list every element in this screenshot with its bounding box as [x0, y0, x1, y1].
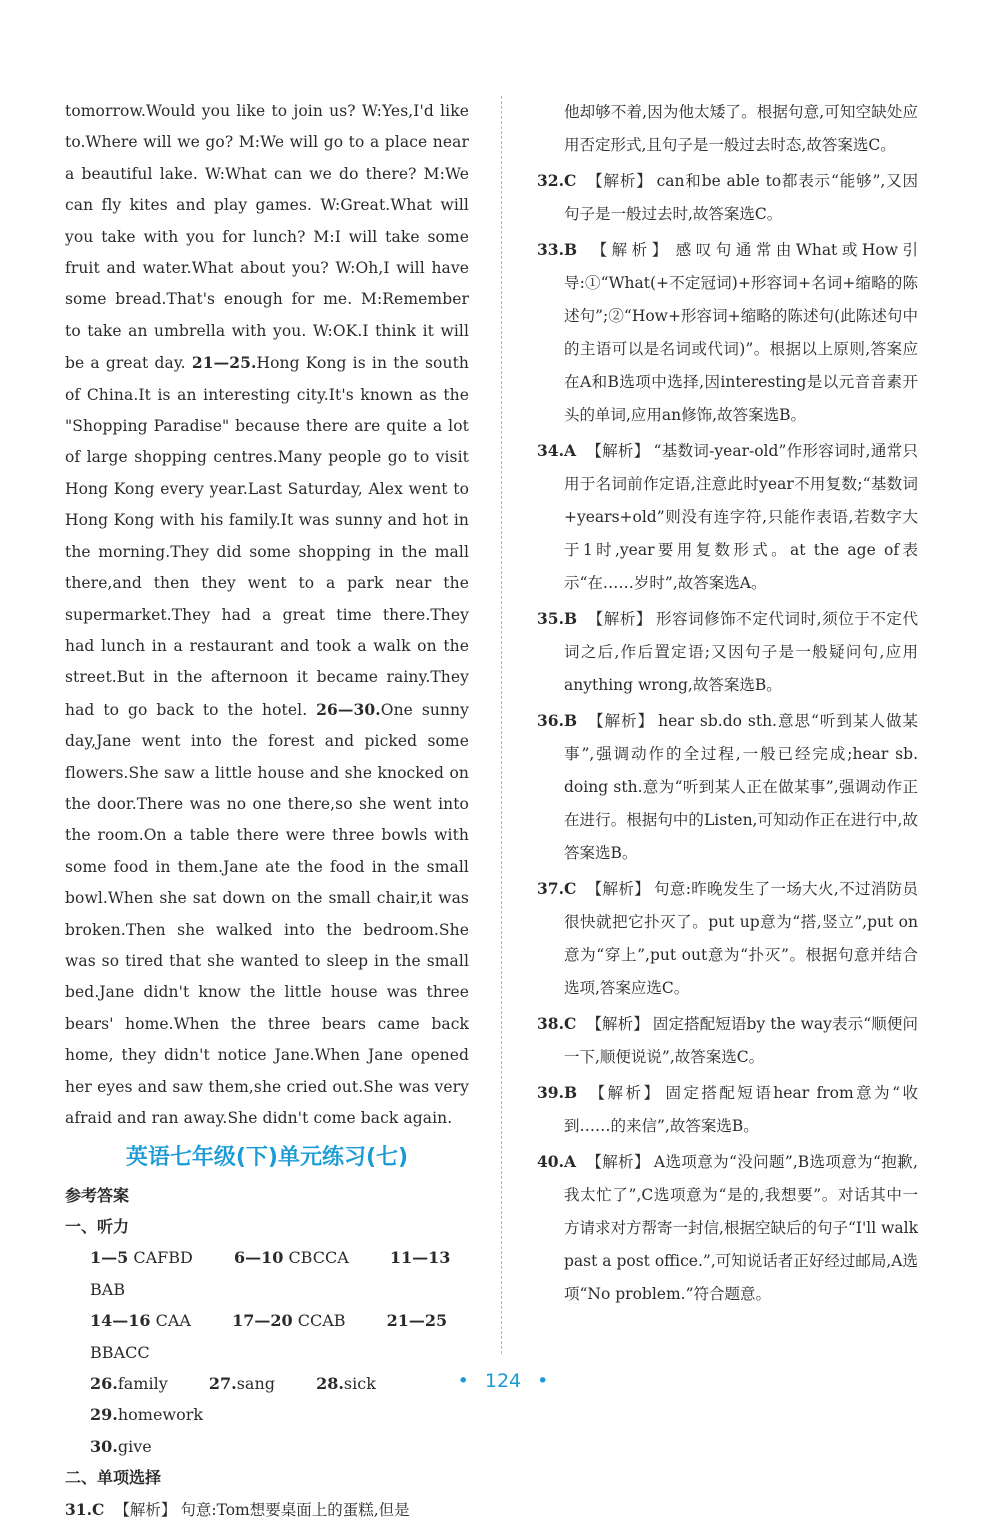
question-item	[537, 1076, 918, 1143]
question-item	[537, 704, 918, 870]
listening-answers-row	[65, 1305, 469, 1368]
analysis-text: 固定搭配短语by the way表示“顺便问一下,顺便说说”,故答案选C。	[564, 1015, 918, 1066]
analysis-text: A选项意为“没问题”,B选项意为“抱歉,我太忙了”,C选项意为“是的,我想要”。对话其中一方请求对方帮寄一封信,根据空缺后的句子“I'll walk past a post office.”,可知说话者正好经过邮局,A选项“No problem.”符合题意。	[564, 1153, 918, 1303]
analysis-tag: 【解析】	[587, 241, 672, 259]
single-choice-heading: 二、单项选择	[65, 1468, 162, 1488]
answer-group: 17—20 CCAB	[232, 1311, 346, 1331]
question-number: 35.	[537, 609, 564, 628]
question-31	[65, 1493, 469, 1527]
analysis-text: 句意:Tom想要桌面上的蛋糕,但是	[180, 1501, 410, 1520]
answer-group: 28.sick	[316, 1374, 376, 1394]
question-answer: B	[564, 609, 578, 628]
range-label: 26—30.	[316, 699, 381, 719]
reference-answers-heading: 参考答案	[65, 1186, 130, 1206]
question-item	[537, 602, 918, 702]
listening-answers-row	[65, 1242, 469, 1305]
question-number: 32.	[537, 171, 564, 190]
analysis-tag: 【解析】	[586, 442, 650, 460]
right-column	[537, 96, 918, 1313]
analysis-text: 形容词修饰不定代词时,须位于不定代词之后,作后置定语;又因句子是一般疑问句,应用anything wrong,故答案选B。	[564, 610, 918, 694]
listening-heading: 一、听力	[65, 1217, 130, 1237]
question-answer: A	[564, 441, 577, 460]
answer-group: 6—10 CBCCA	[233, 1248, 349, 1268]
question-item	[537, 872, 918, 1005]
question-31-continued: 他却够不着,因为他太矮了。根据句意,可知空缺处应用否定形式,且句子是一般过去时态,故答案选C。	[564, 103, 918, 154]
question-number: 38.	[537, 1014, 564, 1033]
column-divider	[501, 96, 502, 1354]
question-answer: C	[564, 171, 577, 190]
analysis-tag: 【解析】	[114, 1501, 177, 1520]
answer-group: 21—25 BBACC	[90, 1311, 448, 1362]
question-number: 33.	[537, 240, 564, 259]
answer-group: 27.sang	[208, 1374, 275, 1394]
analysis-text: “基数词-year-old”作形容词时,通常只用于名词前作定语,注意此时year不用复数;“基数词+years+old”则没有连字符,只能作表语,若数字大于1时,year要用复数形式。at the age of表示“在……岁时”,故答案选A。	[564, 442, 918, 592]
analysis-text: 感叹句通常由What或How引导:①“What(+不定冠词)+形容词+名词+缩略的陈述句”;②“How+形容词+缩略的陈述句(此陈述句中的主语可以是名词或代词)”。根据以上原则,答案应在A和B选项中选择,因interesting是以元音音素开头的单词,应用an修饰,故答案选B。	[564, 241, 918, 424]
question-number: 40.	[537, 1152, 564, 1171]
answer-group: 14—16 CAA	[90, 1311, 191, 1331]
listening-script-passage	[65, 96, 469, 1134]
question-number: 34.	[537, 441, 564, 460]
analysis-tag: 【解析】	[587, 1084, 662, 1102]
question-answer: C	[564, 1014, 577, 1033]
question-answer: B	[564, 240, 578, 259]
analysis-tag: 【解析】	[586, 880, 651, 898]
question-item	[537, 1007, 918, 1074]
analysis-tag: 【解析】	[587, 712, 655, 730]
question-answer: B	[564, 711, 578, 730]
passage-text: Hong Kong is in the south of China.It is an interesting city.It's known as the "Shopping Paradise" because there are quite a lot of large shopping centres.Many people go to visit Hong Kong every year.Last Saturday, Alex went to Hong Kong with his family.It was sunny and hot in the morning.They did some shopping in the mall there,and then they went to a park near the supermarket.They had a great time there.They had lunch in a restaurant and took a walk on the street.But in the afternoon it became rainy.They had to go back to the hotel.	[65, 354, 469, 719]
passage-text: tomorrow.Would you like to join us? W:Yes,I'd like to.Where will we go? M:We will go to a place near a beautiful lake. W:What can we do there? M:We can fly kites and play games. W:Great.What will you take with you for lunch? M:I will take some fruit and water.What about you? W:Oh,I will have some bread.That's enough for me. M:Remember to take an umbrella with you. W:OK.I think it will be a great day.	[65, 102, 469, 373]
listening-answers-row	[65, 1431, 469, 1462]
passage-text: One sunny day,Jane went into the forest and picked some flowers.She saw a little house and she knocked on the door.There was no one there,so she went into the room.On a table there were three bowls with some food in them.Jane ate the food in the small bowl.When she sat down on the small chair,it was broken.Then she walked into the bedroom.She was so tired that she wanted to sleep in the small bed.Jane didn't know the little house was three bears' home.When the three bears came back home, they didn't notice Jane.When Jane opened her eyes and saw them,she cried out.She was very afraid and ran away.She didn't come back again.	[65, 700, 469, 1127]
question-item	[537, 233, 918, 432]
page-footer	[0, 1370, 1006, 1392]
answer-group: 30.give	[90, 1436, 152, 1456]
footer-dot: •	[537, 1370, 549, 1392]
question-number: 39.	[537, 1083, 564, 1102]
answer-group: 1—5 CAFBD	[90, 1248, 193, 1268]
question-item	[537, 1145, 918, 1311]
question-number: 37.	[537, 879, 564, 898]
question-answer: C	[92, 1500, 105, 1520]
page-number: 124	[484, 1370, 522, 1392]
question-answer: C	[564, 879, 577, 898]
question-number: 31.	[65, 1500, 92, 1520]
analysis-text: hear sb.do sth.意思“听到某人做某事”,强调动作的全过程,一般已经完成;hear sb. doing sth.意为“听到某人正在做某事”,强调动作正在进行。根据句中的Listen,可知动作正在进行中,故答案选B。	[564, 712, 918, 862]
question-answer: A	[564, 1152, 577, 1171]
analysis-text: 句意:昨晚发生了一场大火,不过消防员很快就把它扑灭了。put up意为“搭,竖立”,put on意为“穿上”,put out意为“扑灭”。根据句意并结合选项,答案应选C。	[564, 880, 918, 997]
section-title: 英语七年级(下)单元练习(七)	[125, 1145, 409, 1171]
question-item	[537, 434, 918, 600]
answer-group: 29.homework	[90, 1405, 204, 1425]
footer-dot: •	[457, 1370, 469, 1392]
answer-group: 26.family	[90, 1374, 168, 1394]
answer-group: 11—13 BAB	[90, 1248, 451, 1299]
analysis-tag: 【解析】	[586, 1153, 650, 1171]
analysis-text: 固定搭配短语hear from意为“收到……的来信”,故答案选B。	[564, 1084, 918, 1135]
question-answer: B	[564, 1083, 578, 1102]
left-column	[65, 96, 469, 1529]
range-label: 21—25.	[191, 353, 257, 373]
question-list	[537, 164, 918, 1311]
analysis-text: can和be able to都表示“能够”,又因句子是一般过去时,故答案选C。	[564, 172, 918, 223]
question-number: 36.	[537, 711, 564, 730]
analysis-tag: 【解析】	[586, 1015, 649, 1033]
analysis-tag: 【解析】	[587, 610, 652, 628]
analysis-tag: 【解析】	[586, 172, 653, 190]
question-item	[537, 164, 918, 231]
